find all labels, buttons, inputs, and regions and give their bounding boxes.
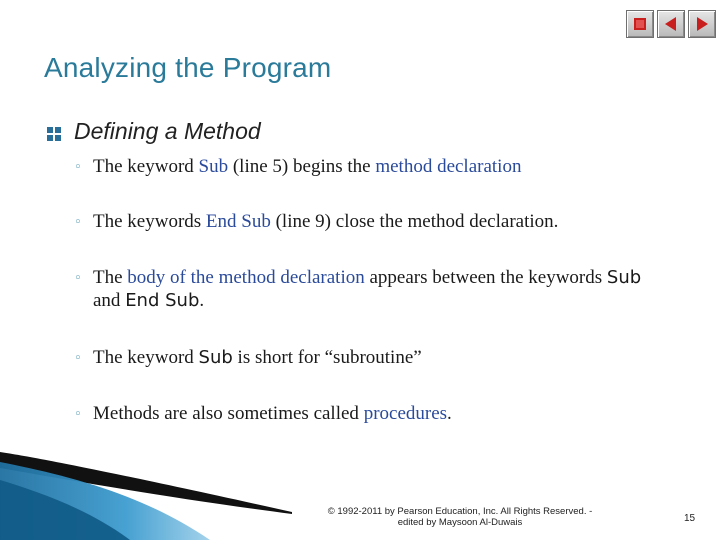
return-icon xyxy=(631,15,649,33)
nav-forward-button[interactable] xyxy=(688,10,716,38)
slide-navigation xyxy=(626,10,716,38)
circle-bullet-icon: ◦ xyxy=(74,215,82,230)
nav-return-button[interactable] xyxy=(626,10,654,38)
copyright-line: © 1992-2011 by Pearson Education, Inc. All Rights Reserved. - xyxy=(327,506,593,517)
list-item xyxy=(74,402,653,426)
bullet-text: Methods are also sometimes called procedures. xyxy=(93,403,452,424)
list-item xyxy=(74,266,653,312)
bullet-marker-icon xyxy=(46,126,62,142)
circle-bullet-icon: ◦ xyxy=(74,351,82,366)
list-item xyxy=(74,346,653,370)
bullet-text: The keyword Sub (line 5) begins the method declaration xyxy=(93,156,522,177)
bullet-text: The body of the method declaration appears between the keywords Sub and End Sub. xyxy=(93,267,642,311)
decorative-swoosh xyxy=(0,452,300,540)
bullet-text: The keyword Sub is short for “subroutine” xyxy=(93,347,422,368)
section-heading: Defining a Method xyxy=(74,118,261,144)
main-bullet xyxy=(46,118,261,145)
page-number: 15 xyxy=(684,513,696,524)
back-icon xyxy=(662,15,680,33)
circle-bullet-icon: ◦ xyxy=(74,160,82,175)
nav-back-button[interactable] xyxy=(657,10,685,38)
slide-title: Analyzing the Program xyxy=(44,52,332,83)
circle-bullet-icon: ◦ xyxy=(74,271,82,286)
circle-bullet-icon: ◦ xyxy=(74,407,82,422)
list-item xyxy=(74,210,653,234)
forward-icon xyxy=(693,15,711,33)
bullet-text: The keywords End Sub (line 9) close the method declaration. xyxy=(93,211,559,232)
list-item xyxy=(74,155,653,179)
editor-line: edited by Maysoon Al-Duwais xyxy=(397,517,523,528)
copyright-footer xyxy=(300,506,620,528)
